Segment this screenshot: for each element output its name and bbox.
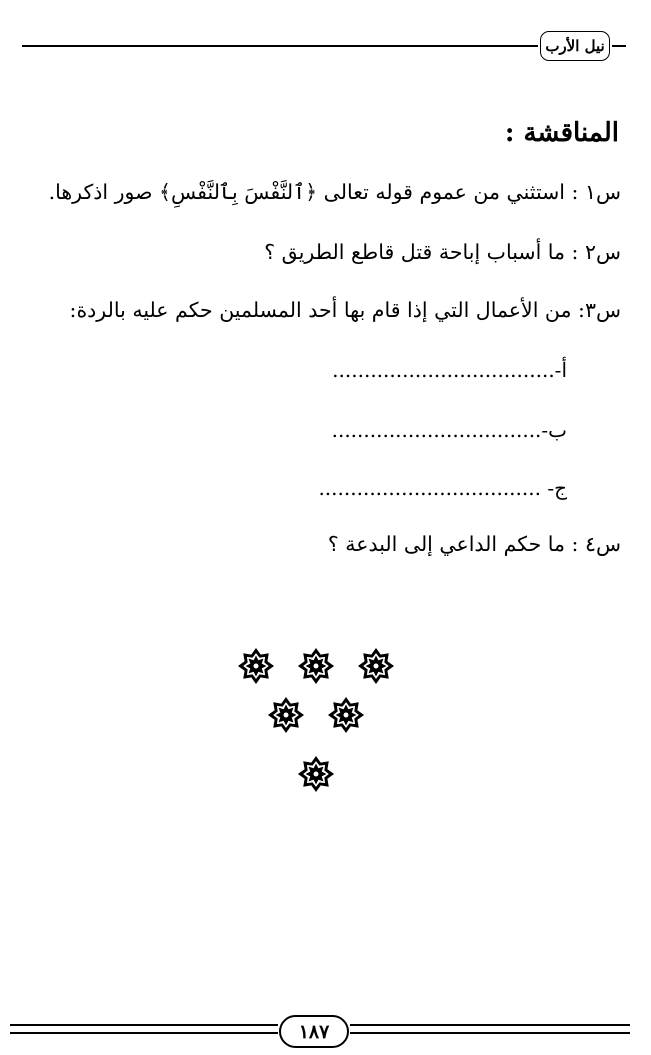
octagram-star-icon (237, 647, 275, 685)
question-3: س٣: من الأعمال التي إذا قام بها أحد المسلمين حكم عليه بالردة: (69, 298, 621, 322)
octagram-star-icon (327, 696, 365, 734)
answer-line-c: ج- ................................... (318, 476, 567, 500)
question-2: س٢ : ما أسباب إباحة قتل قاطع الطريق ؟ (264, 240, 621, 264)
header-rule-tail (612, 45, 626, 47)
footer-rule-left-bottom (10, 1032, 278, 1034)
footer-rule-right-bottom (350, 1032, 630, 1034)
answer-line-b: ب-................................. (331, 418, 567, 442)
footer-rule-left-top (10, 1024, 278, 1026)
octagram-star-icon (297, 647, 335, 685)
question-1: س١ : استثني من عموم قوله تعالى ﴿ٱلنَّفْسَ بِٱلنَّفْسِ﴾ صور اذكرها. (48, 180, 621, 204)
section-heading: المناقشة : (504, 118, 619, 148)
header-rule (22, 45, 538, 47)
page-number: ١٨٧ (279, 1015, 349, 1048)
octagram-star-icon (267, 696, 305, 734)
octagram-star-icon (357, 647, 395, 685)
running-header-title: نيل الأرب (540, 31, 610, 61)
footer-rule-right-top (350, 1024, 630, 1026)
question-4: س٤ : ما حكم الداعي إلى البدعة ؟ (327, 532, 621, 556)
answer-line-a: أ-................................... (332, 358, 567, 382)
octagram-star-icon (297, 755, 335, 793)
